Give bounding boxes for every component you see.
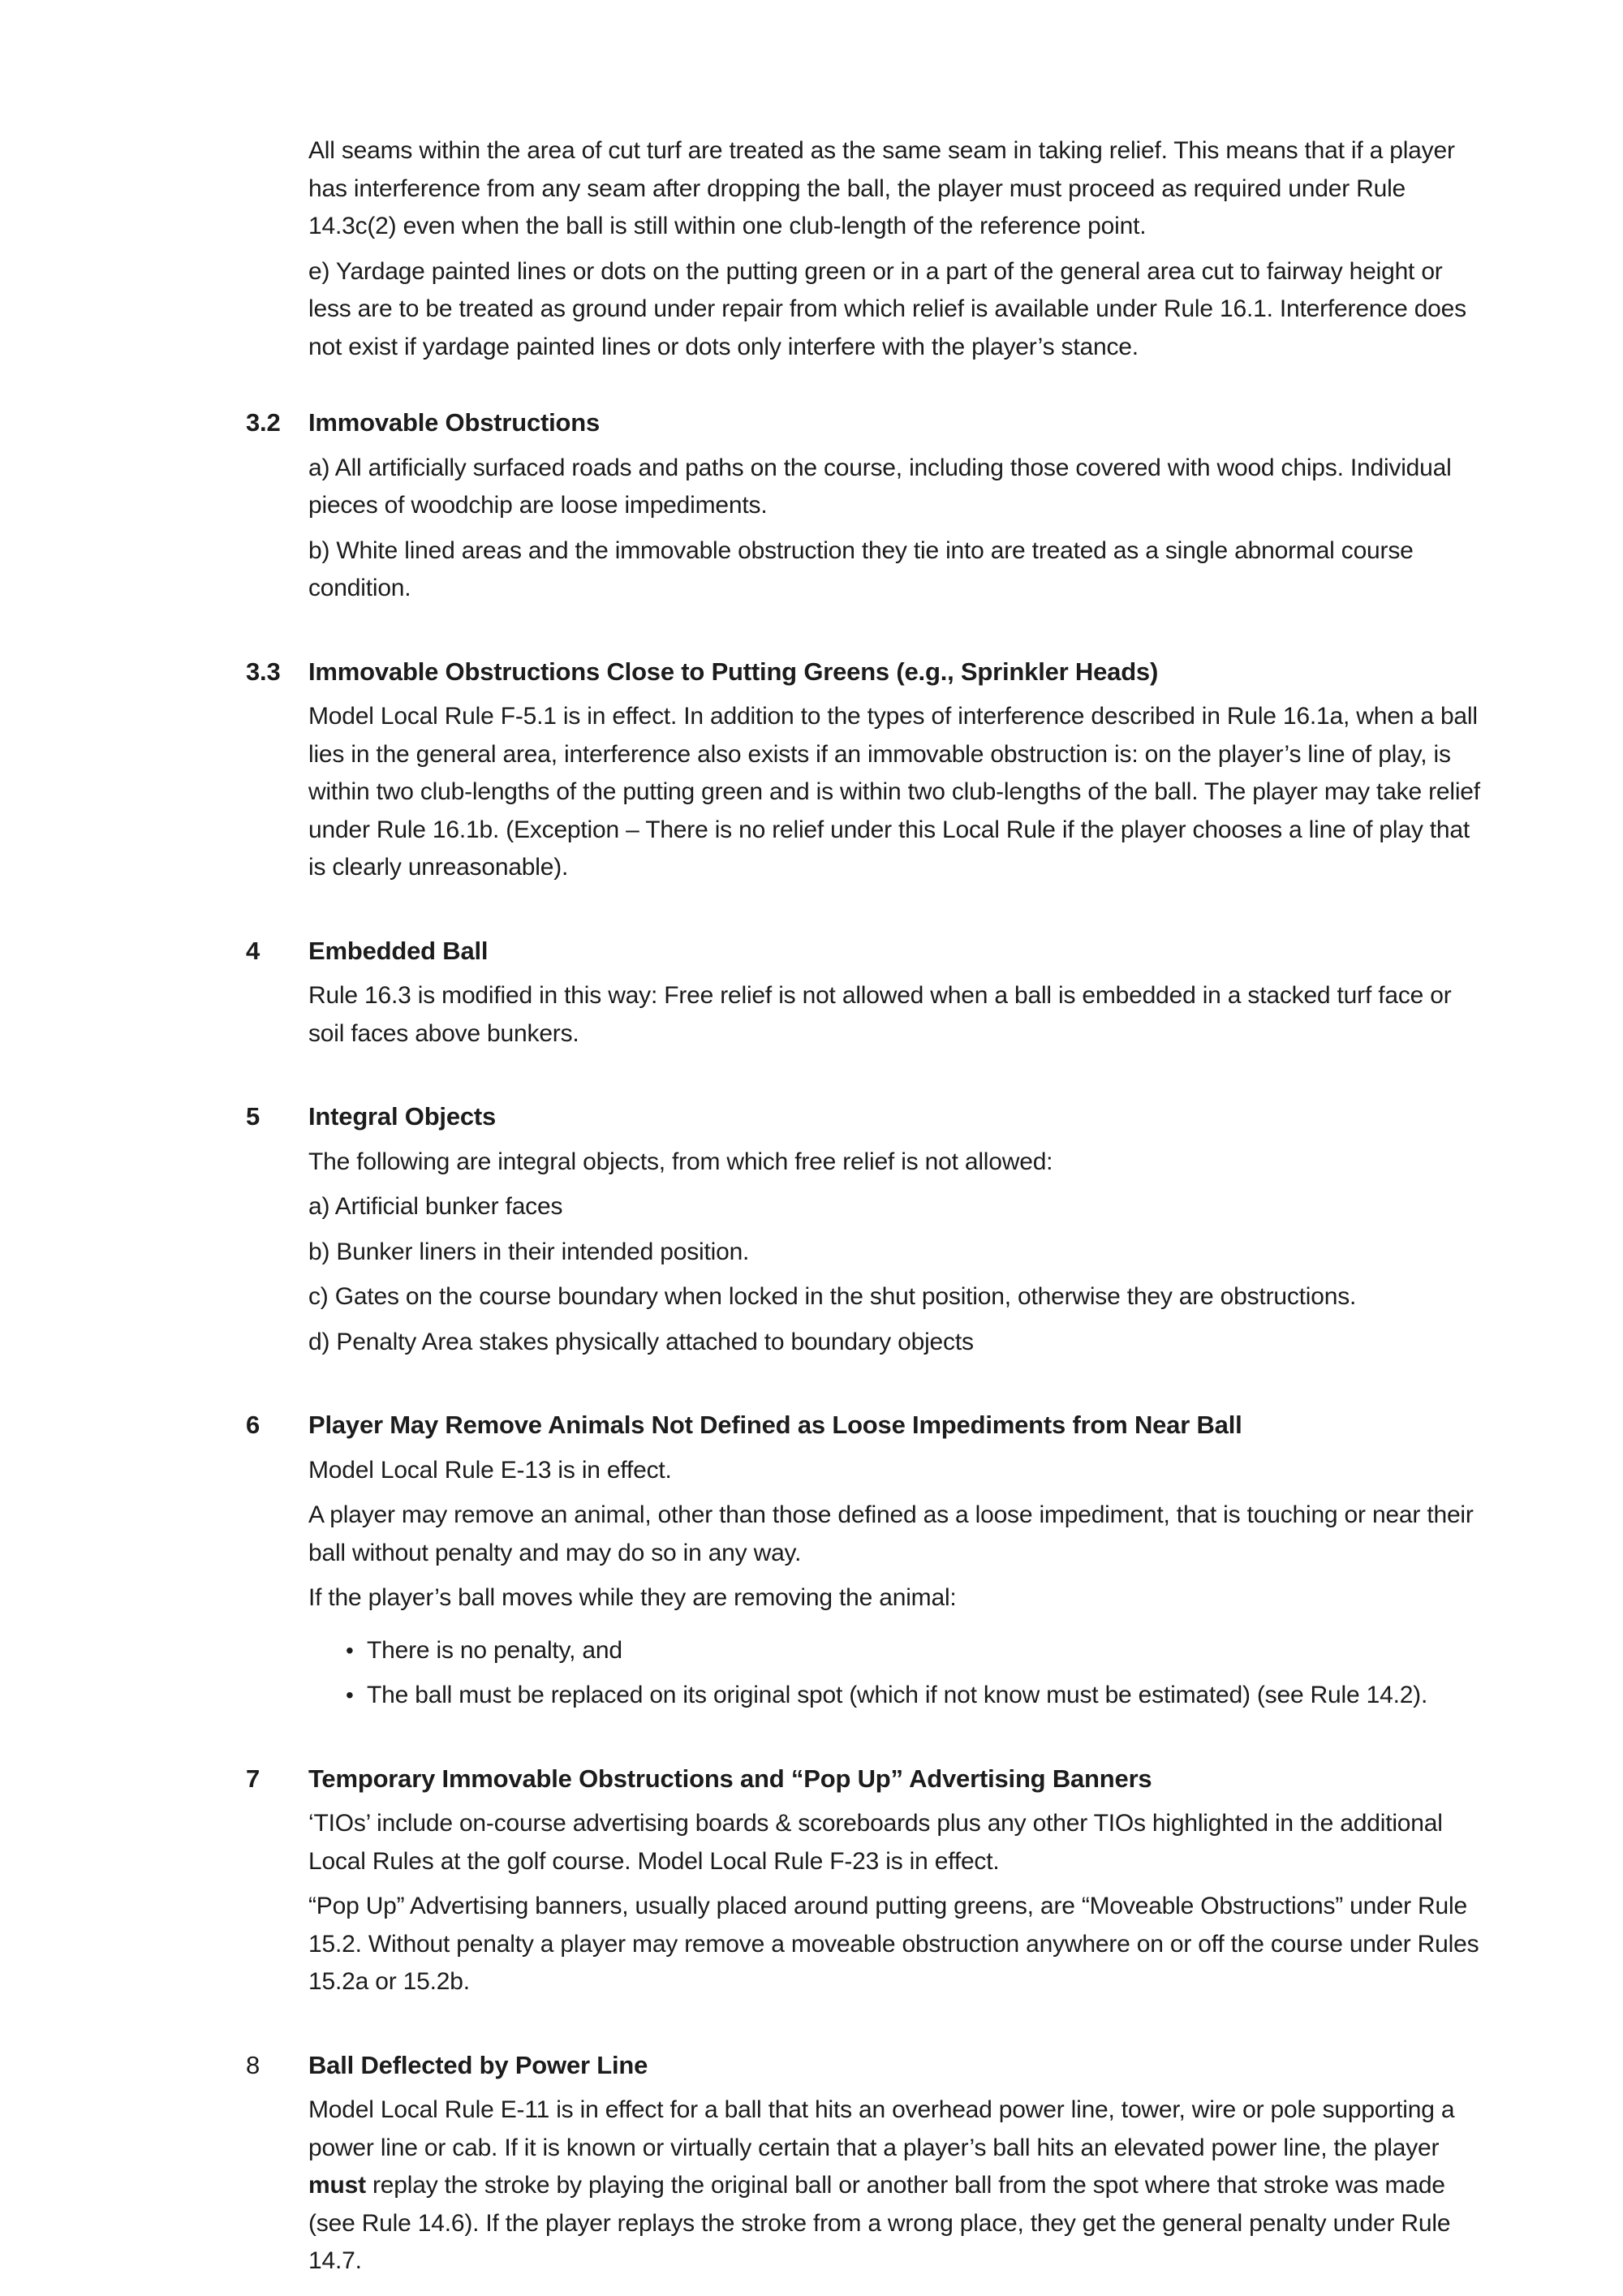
section-content bbox=[308, 1406, 1483, 1722]
paragraph: If the player’s ball moves while they are removing the animal: bbox=[308, 1584, 957, 1611]
section-number: 8 bbox=[246, 2050, 260, 2079]
paragraph: d) Penalty Area stakes physically attached to boundary objects bbox=[308, 1328, 974, 1355]
section-3-3 bbox=[246, 653, 1483, 894]
section-title: Embedded Ball bbox=[308, 936, 489, 965]
section-number: 3.3 bbox=[246, 657, 281, 686]
section-title: Ball Deflected by Power Line bbox=[308, 2050, 648, 2079]
section-content bbox=[308, 1098, 1483, 1368]
bullet-icon: • bbox=[346, 1637, 354, 1663]
paragraph: e) Yardage painted lines or dots on the putting green or in a part of the general area cut to fairway height or less are to be treated as ground under repair from which relief is available under Rule 16.1. Interference does not exist if yardage painted lines or dots only interfere with the player’s stance. bbox=[308, 257, 1466, 360]
section-6 bbox=[246, 1406, 1483, 1722]
section-title: Temporary Immovable Obstructions and “Pop Up” Advertising Banners bbox=[308, 1764, 1152, 1793]
paragraph: c) Gates on the course boundary when locked in the shut position, otherwise they are obstructions. bbox=[308, 1283, 1357, 1310]
list-item-text: There is no penalty, and bbox=[367, 1636, 622, 1664]
paragraph: The following are integral objects, from which free relief is not allowed: bbox=[308, 1148, 1053, 1175]
section-content bbox=[308, 653, 1483, 894]
section-number: 3.2 bbox=[246, 408, 281, 437]
section-4 bbox=[246, 933, 1483, 1061]
section-5 bbox=[246, 1098, 1483, 1368]
paragraph: Model Local Rule F-5.1 is in effect. In addition to the types of interference described in Rule 16.1a, when a ball lies in the general area, interference also exists if an immovable obstruction is: on the player’s line of play, is within two club-lengths of the putting green and is within two club-lengths of the ball. The player may take relief under Rule 16.1b. (Exception – There is no relief under this Local Rule if the player chooses a line of play that is clearly unreasonable). bbox=[308, 703, 1480, 881]
section-content bbox=[308, 2047, 1483, 2288]
paragraph: All seams within the area of cut turf are treated as the same seam in taking relief. This means that if a player has interference from any seam after dropping the ball, the player must proceed as required under Rule 14.3c(2) even when the ball is still within one club-length of the reference point. bbox=[308, 137, 1455, 239]
section-title: Player May Remove Animals Not Defined as Loose Impediments from Near Ball bbox=[308, 1411, 1242, 1439]
paragraph-text: Model Local Rule E-11 is in effect for a ball that hits an overhead power line, tower, wire or pole supporting a power line or cab. If it is known or virtually certain that a player’s ball hits an elevated power line, the player bbox=[308, 2096, 1455, 2161]
paragraph: ‘TIOs’ include on-course advertising boards & scoreboards plus any other TIOs highlighted in the additional Local Rules at the golf course. Model Local Rule F-23 is in effect. bbox=[308, 1810, 1443, 1875]
intro-block bbox=[308, 132, 1483, 366]
list-item-text: The ball must be replaced on its original spot (which if not know must be estimated) (see Rule 14.2). bbox=[367, 1682, 1428, 1708]
list-item bbox=[308, 1632, 1483, 1670]
paragraph bbox=[308, 2091, 1483, 2281]
section-title: Immovable Obstructions Close to Putting Greens (e.g., Sprinkler Heads) bbox=[308, 657, 1159, 686]
section-number: 4 bbox=[246, 936, 260, 965]
section-title: Immovable Obstructions bbox=[308, 408, 601, 437]
paragraph: “Pop Up” Advertising banners, usually placed around putting greens, are “Moveable Obstructions” under Rule 15.2. Without penalty a player may remove a moveable obstruction anywhere on or off the course under Rules 15.2a or 15.2b. bbox=[308, 1893, 1479, 1995]
paragraph: A player may remove an animal, other than those defined as a loose impediment, that is touching or near their ball without penalty and may do so in any way. bbox=[308, 1501, 1474, 1566]
section-7 bbox=[246, 1760, 1483, 2009]
bullet-icon: • bbox=[346, 1682, 354, 1708]
section-content bbox=[308, 404, 1483, 615]
section-3-2 bbox=[246, 404, 1483, 615]
paragraph: b) Bunker liners in their intended position. bbox=[308, 1238, 750, 1265]
paragraph: a) Artificial bunker faces bbox=[308, 1193, 563, 1220]
section-8 bbox=[246, 2047, 1483, 2288]
section-number: 5 bbox=[246, 1102, 260, 1131]
section-number: 6 bbox=[246, 1411, 260, 1439]
paragraph: Model Local Rule E-13 is in effect. bbox=[308, 1456, 672, 1484]
section-content bbox=[308, 933, 1483, 1061]
section-title: Integral Objects bbox=[308, 1102, 497, 1131]
section-number: 7 bbox=[246, 1764, 260, 1793]
section-content bbox=[308, 1760, 1483, 2009]
bold-word: must bbox=[308, 2172, 366, 2199]
paragraph: a) All artificially surfaced roads and paths on the course, including those covered with wood chips. Individual pieces of woodchip are loose impediments. bbox=[308, 454, 1452, 519]
paragraph: Rule 16.3 is modified in this way: Free relief is not allowed when a ball is embedded in a stacked turf face or soil faces above bunkers. bbox=[308, 982, 1452, 1047]
bullet-list bbox=[308, 1632, 1483, 1715]
list-item bbox=[308, 1677, 1483, 1715]
paragraph: b) White lined areas and the immovable obstruction they tie into are treated as a single abnormal course condition. bbox=[308, 536, 1414, 601]
paragraph-text: replay the stroke by playing the original ball or another ball from the spot where that stroke was made (see Rule 14.6). If the player replays the stroke from a wrong place, they get the general penalty under Rule 14.7. bbox=[308, 2172, 1451, 2274]
